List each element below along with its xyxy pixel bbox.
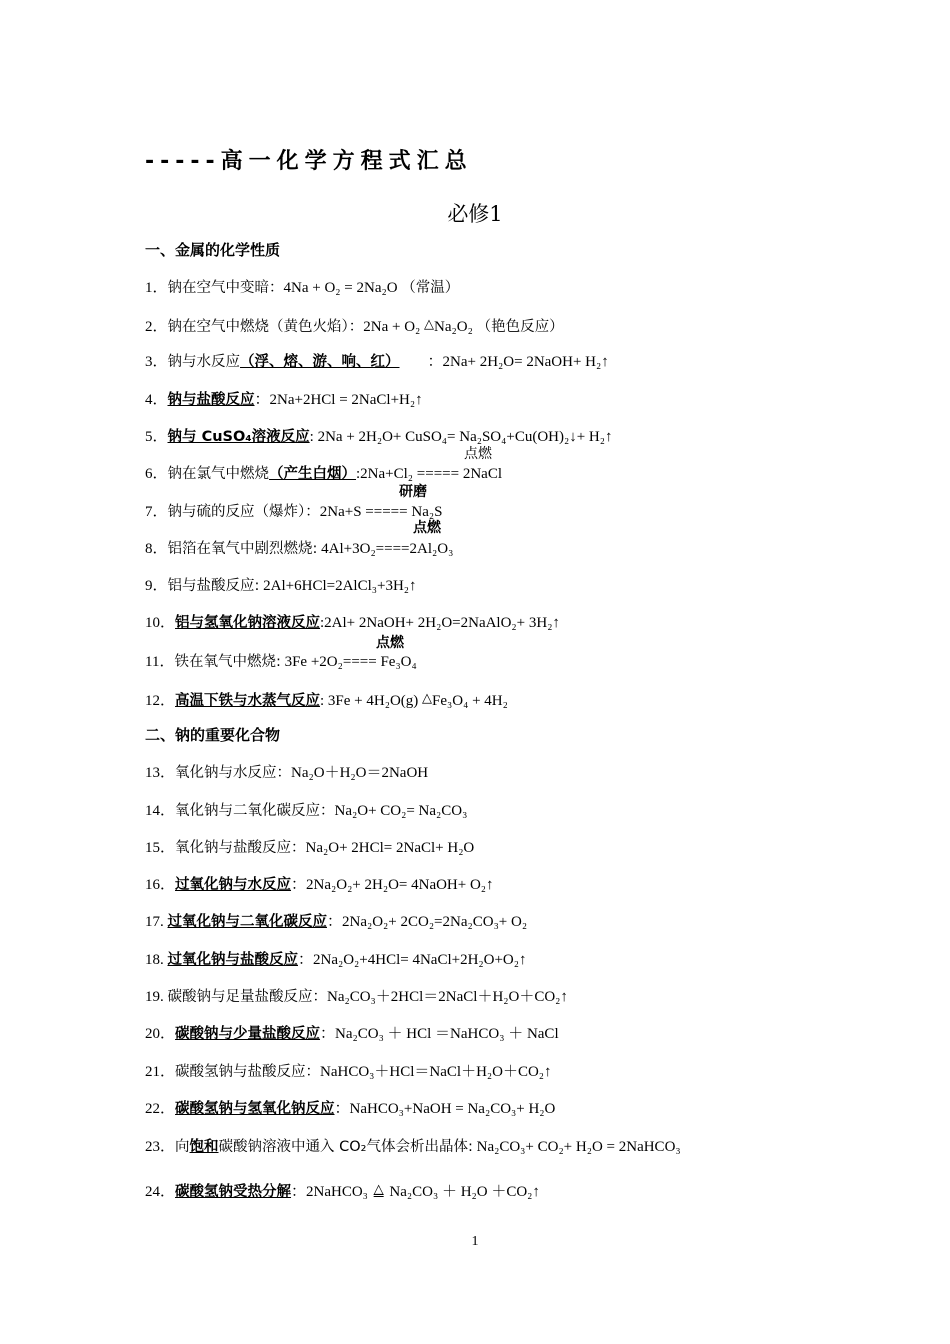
list-item: 17. 过氧化钠与二氧化碳反应：2Na₂O₂+ 2CO₂=2Na₂CO₃+ O₂ (145, 914, 528, 930)
list-item: 3．钠与水反应（浮、熔、游、响、红） ：2Na+ 2H₂O= 2NaOH+ H₂↑ (145, 354, 609, 370)
section-heading: 二、钠的重要化合物 (145, 726, 281, 744)
page-number: 1 (471, 1234, 479, 1249)
list-item: 20．碳酸钠与少量盐酸反应：Na₂CO₃ ＋ HCl ＝NaHCO₃ ＋ NaCl (145, 1026, 559, 1042)
list-item: 19. 碳酸钠与足量盐酸反应：Na₂CO₃＋2HCl＝2NaCl＋H₂O＋CO₂↑ (145, 989, 568, 1005)
list-item: 16．过氧化钠与水反应：2Na₂O₂+ 2H₂O= 4NaOH+ O₂↑ (145, 877, 494, 893)
list-item: 14．氧化钠与二氧化碳反应：Na₂O+ CO₂= Na₂CO₃ (145, 803, 468, 819)
list-item: 7．钠与硫的反应（爆炸）：2Na+S ===== Na₂S (145, 504, 443, 520)
list-item: 15．氧化钠与盐酸反应：Na₂O+ 2HCl= 2NaCl+ H₂O (145, 840, 475, 856)
list-item: 12．高温下铁与水蒸气反应: 3Fe + 4H₂O(g) △Fe₃O₄ + 4H₂ (145, 690, 508, 709)
condition-label: 点燃 (376, 635, 404, 651)
list-item: 9．铝与盐酸反应: 2Al+6HCl=2AlCl₃+3H₂↑ (145, 578, 417, 594)
list-item: 18. 过氧化钠与盐酸反应：2Na₂O₂+4HCl= 4NaCl+2H₂O+O₂↑ (145, 952, 527, 968)
list-item: 11．铁在氧气中燃烧: 3Fe +2O₂==== Fe₃O₄ (145, 654, 417, 670)
list-item: 1．钠在空气中变暗：4Na + O₂ = 2Na₂O （常温） (145, 280, 460, 296)
list-item: 10．铝与氢氧化钠溶液反应:2Al+ 2NaOH+ 2H₂O=2NaAlO₂+ 3H₂↑ (145, 615, 560, 631)
section-heading: 一、金属的化学性质 (145, 241, 281, 259)
list-item: 21．碳酸氢钠与盐酸反应：NaHCO₃＋HCl＝NaCl＋H₂O＋CO₂↑ (145, 1064, 552, 1080)
list-item: 22．碳酸氢钠与氢氧化钠反应：NaHCO₃+NaOH = Na₂CO₃+ H₂O (145, 1101, 556, 1117)
heat-symbol: △ (373, 1181, 384, 1196)
list-item: 8．铝箔在氧气中剧烈燃烧: 4Al+3O₂====2Al₂O₃ (145, 541, 454, 557)
document-title: -----高一化学方程式汇总 (145, 149, 473, 174)
list-item: 4．钠与盐酸反应：2Na+2HCl = 2NaCl+H₂↑ (145, 392, 423, 408)
condition-label: 点燃 (413, 520, 441, 536)
list-item: 6．钠在氯气中燃烧（产生白烟）:2Na+Cl₂ ===== 2NaCl (145, 466, 502, 482)
condition-label: 点燃 (464, 446, 492, 462)
list-item: 13．氧化钠与水反应：Na₂O＋H₂O＝2NaOH (145, 765, 429, 781)
heat-symbol: △ (422, 690, 433, 705)
list-item: 2．钠在空气中燃烧（黄色火焰）：2Na + O₂ △Na₂O₂ （艳色反应） (145, 316, 564, 335)
list-item: 5．钠与 CuSO₄溶液反应: 2Na + 2H₂O+ CuSO₄= Na₂SO₄+Cu(OH)₂↓+ H₂↑ (145, 429, 613, 445)
document-subtitle: 必修1 (447, 202, 503, 226)
list-item: 23．向饱和碳酸钠溶液中通入 CO₂气体会析出晶体: Na₂CO₃+ CO₂+ H₂O = 2NaHCO₃ (145, 1139, 681, 1155)
list-item: 24．碳酸氢钠受热分解：2NaHCO₃ △ Na₂CO₃ ＋ H₂O ＋CO₂↑ (145, 1181, 540, 1200)
condition-label: 研磨 (399, 484, 427, 500)
heat-symbol: △ (424, 316, 435, 331)
